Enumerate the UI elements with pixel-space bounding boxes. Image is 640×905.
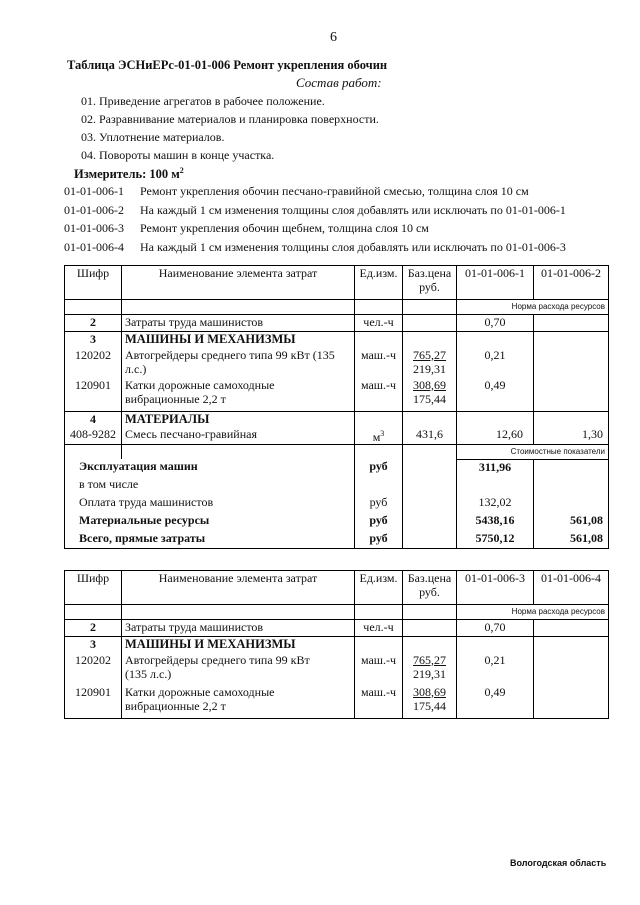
row-unit: маш.-ч — [355, 348, 403, 378]
row-price-main: 765,27 — [413, 347, 446, 362]
row-code: 2 — [65, 315, 122, 332]
summary-value-1: 132,02 — [457, 495, 534, 513]
summary-label: Эксплуатация машин — [65, 459, 355, 477]
table-header-row — [65, 266, 609, 300]
summary-value-1: 5438,16 — [457, 513, 534, 531]
table-row — [65, 378, 609, 412]
footer-region: Вологодская область — [510, 858, 607, 868]
row-code: 2 — [65, 620, 122, 637]
table-row — [65, 315, 609, 332]
summary-unit: руб — [355, 459, 403, 477]
summary-unit: руб — [355, 531, 403, 548]
code-text: На каждый 1 см изменения толщины слоя добавлять или исключать по 01-01-006-1 — [140, 203, 566, 217]
code-text: На каждый 1 см изменения толщины слоя добавлять или исключать по 01-01-006-3 — [140, 240, 566, 254]
resource-table-2 — [64, 570, 609, 719]
header-col-2: 01-01-006-2 — [534, 266, 609, 300]
row-code: 120901 — [65, 378, 122, 412]
work-step: 04. Повороты машин в конце участка. — [81, 148, 275, 162]
row-value-1: 0,21 — [457, 348, 534, 378]
row-name — [122, 653, 355, 685]
header-unit: Ед.изм. — [355, 266, 403, 300]
header-base-price-line2: руб. — [419, 585, 440, 599]
header-base-price-line1: Баз.цена — [407, 266, 452, 280]
row-unit: маш.-ч — [355, 685, 403, 719]
code-id: 01-01-006-1 — [64, 184, 124, 198]
section-row — [65, 412, 609, 427]
page-title: Таблица ЭСНиЕРс-01-01-006 Ремонт укрепления обочин — [67, 58, 388, 72]
header-code: Шифр — [65, 571, 122, 605]
row-unit: чел.-ч — [355, 620, 403, 637]
header-code: Шифр — [65, 266, 122, 300]
summary-label: в том числе — [65, 477, 355, 495]
row-value-2: 1,30 — [534, 427, 609, 445]
row-value-1: 12,60 — [457, 427, 534, 445]
row-value-1: 0,70 — [457, 620, 534, 637]
row-name-line2: вибрационные 2,2 т — [125, 698, 226, 713]
section-code: 4 — [65, 412, 122, 427]
code-id: 01-01-006-3 — [64, 221, 124, 235]
table-row — [65, 685, 609, 719]
code-line — [64, 221, 429, 236]
row-price — [403, 685, 457, 719]
header-base-price-line1: Баз.цена — [407, 571, 452, 585]
summary-value-1: 5750,12 — [457, 531, 534, 548]
summary-label: Всего, прямые затраты — [65, 531, 355, 548]
row-name-line2: л.с.) — [125, 361, 147, 376]
section-code: 3 — [65, 637, 122, 653]
norm-label: Норма расхода ресурсов — [457, 300, 609, 315]
row-name-line1: Автогрейдеры среднего типа 99 кВт — [125, 652, 310, 667]
summary-value-2: 561,08 — [534, 513, 609, 531]
row-unit-text: м — [372, 429, 381, 444]
row-name-line1: Катки дорожные самоходные — [125, 377, 275, 392]
row-name: Затраты труда машинистов — [122, 620, 355, 637]
summary-row — [65, 531, 609, 548]
summary-value-2: 561,08 — [534, 531, 609, 548]
code-id: 01-01-006-2 — [64, 203, 124, 217]
table-row — [65, 427, 609, 445]
measure-unit-sup: 2 — [179, 166, 184, 175]
code-line — [64, 184, 529, 199]
code-line — [64, 203, 566, 218]
section-name: МАШИНЫ И МЕХАНИЗМЫ — [122, 332, 355, 348]
summary-row — [65, 513, 609, 531]
summary-row — [65, 477, 609, 495]
row-name-line1: Автогрейдеры среднего типа 99 кВт (135 — [125, 347, 335, 362]
cost-label-row — [65, 444, 609, 459]
row-name-line2: вибрационные 2,2 т — [125, 391, 226, 406]
row-code: 120901 — [65, 685, 122, 719]
row-unit: маш.-ч — [355, 653, 403, 685]
row-code: 408-9282 — [65, 427, 122, 445]
header-name: Наименование элемента затрат — [122, 571, 355, 605]
code-id: 01-01-006-4 — [64, 240, 124, 254]
header-col-1: 01-01-006-1 — [457, 266, 534, 300]
code-text: Ремонт укрепления обочин щебнем, толщина слоя 10 см — [140, 221, 429, 235]
norm-label-row — [65, 300, 609, 315]
summary-label: Оплата труда машинистов — [65, 495, 355, 513]
row-price — [403, 378, 457, 412]
row-value-1: 0,49 — [457, 378, 534, 412]
row-name: Смесь песчано-гравийная — [122, 427, 355, 445]
summary-unit: руб — [355, 513, 403, 531]
row-unit — [355, 427, 403, 445]
page-number: 6 — [330, 30, 337, 45]
norm-label-row — [65, 605, 609, 620]
row-name — [122, 378, 355, 412]
measure-unit-label: Измеритель: 100 м — [74, 167, 180, 182]
table-row — [65, 348, 609, 378]
row-price — [403, 348, 457, 378]
row-price-main: 765,27 — [413, 652, 446, 667]
row-unit-sup: 3 — [380, 428, 385, 438]
norm-label: Норма расхода ресурсов — [457, 605, 609, 620]
measure-unit — [74, 166, 184, 182]
work-step: 03. Уплотнение материалов. — [81, 130, 225, 144]
row-unit: чел.-ч — [355, 315, 403, 332]
row-price-salary: 219,31 — [413, 666, 446, 681]
summary-value-1: 311,96 — [457, 459, 534, 477]
work-step: 02. Разравнивание материалов и планировка поверхности. — [81, 112, 379, 126]
section-name: МАШИНЫ И МЕХАНИЗМЫ — [122, 637, 355, 653]
row-name-line1: Катки дорожные самоходные — [125, 684, 275, 699]
work-composition-label: Состав работ: — [296, 75, 382, 90]
row-code: 120202 — [65, 348, 122, 378]
row-name — [122, 348, 355, 378]
summary-label: Материальные ресурсы — [65, 513, 355, 531]
header-col-1: 01-01-006-3 — [457, 571, 534, 605]
row-price — [403, 653, 457, 685]
row-price-salary: 219,31 — [413, 361, 446, 376]
code-line — [64, 240, 566, 255]
header-unit: Ед.изм. — [355, 571, 403, 605]
row-code: 120202 — [65, 653, 122, 685]
header-base-price — [403, 266, 457, 300]
section-name: МАТЕРИАЛЫ — [122, 412, 355, 427]
row-price: 431,6 — [403, 427, 457, 445]
row-value-1: 0,21 — [457, 653, 534, 685]
row-name-line2: (135 л.с.) — [125, 666, 172, 681]
section-row — [65, 637, 609, 653]
section-row — [65, 332, 609, 348]
row-price-salary: 175,44 — [413, 391, 446, 406]
header-col-2: 01-01-006-4 — [534, 571, 609, 605]
section-code: 3 — [65, 332, 122, 348]
cost-label: Стоимостные показатели — [457, 444, 609, 459]
table-row — [65, 653, 609, 685]
table-row — [65, 620, 609, 637]
row-value-1: 0,70 — [457, 315, 534, 332]
row-name: Затраты труда машинистов — [122, 315, 355, 332]
header-base-price-line2: руб. — [419, 280, 440, 294]
summary-row — [65, 459, 609, 477]
row-price-main: 308,69 — [413, 377, 446, 392]
row-name — [122, 685, 355, 719]
code-text: Ремонт укрепления обочин песчано-гравийной смесью, толщина слоя 10 см — [140, 184, 529, 198]
resource-table-1 — [64, 265, 609, 549]
table-header-row — [65, 571, 609, 605]
header-name: Наименование элемента затрат — [122, 266, 355, 300]
header-base-price — [403, 571, 457, 605]
row-price-salary: 175,44 — [413, 698, 446, 713]
row-value-1: 0,49 — [457, 685, 534, 719]
summary-row — [65, 495, 609, 513]
work-step: 01. Приведение агрегатов в рабочее положение. — [81, 94, 325, 108]
row-price-main: 308,69 — [413, 684, 446, 699]
row-unit: маш.-ч — [355, 378, 403, 412]
summary-unit: руб — [355, 495, 403, 513]
